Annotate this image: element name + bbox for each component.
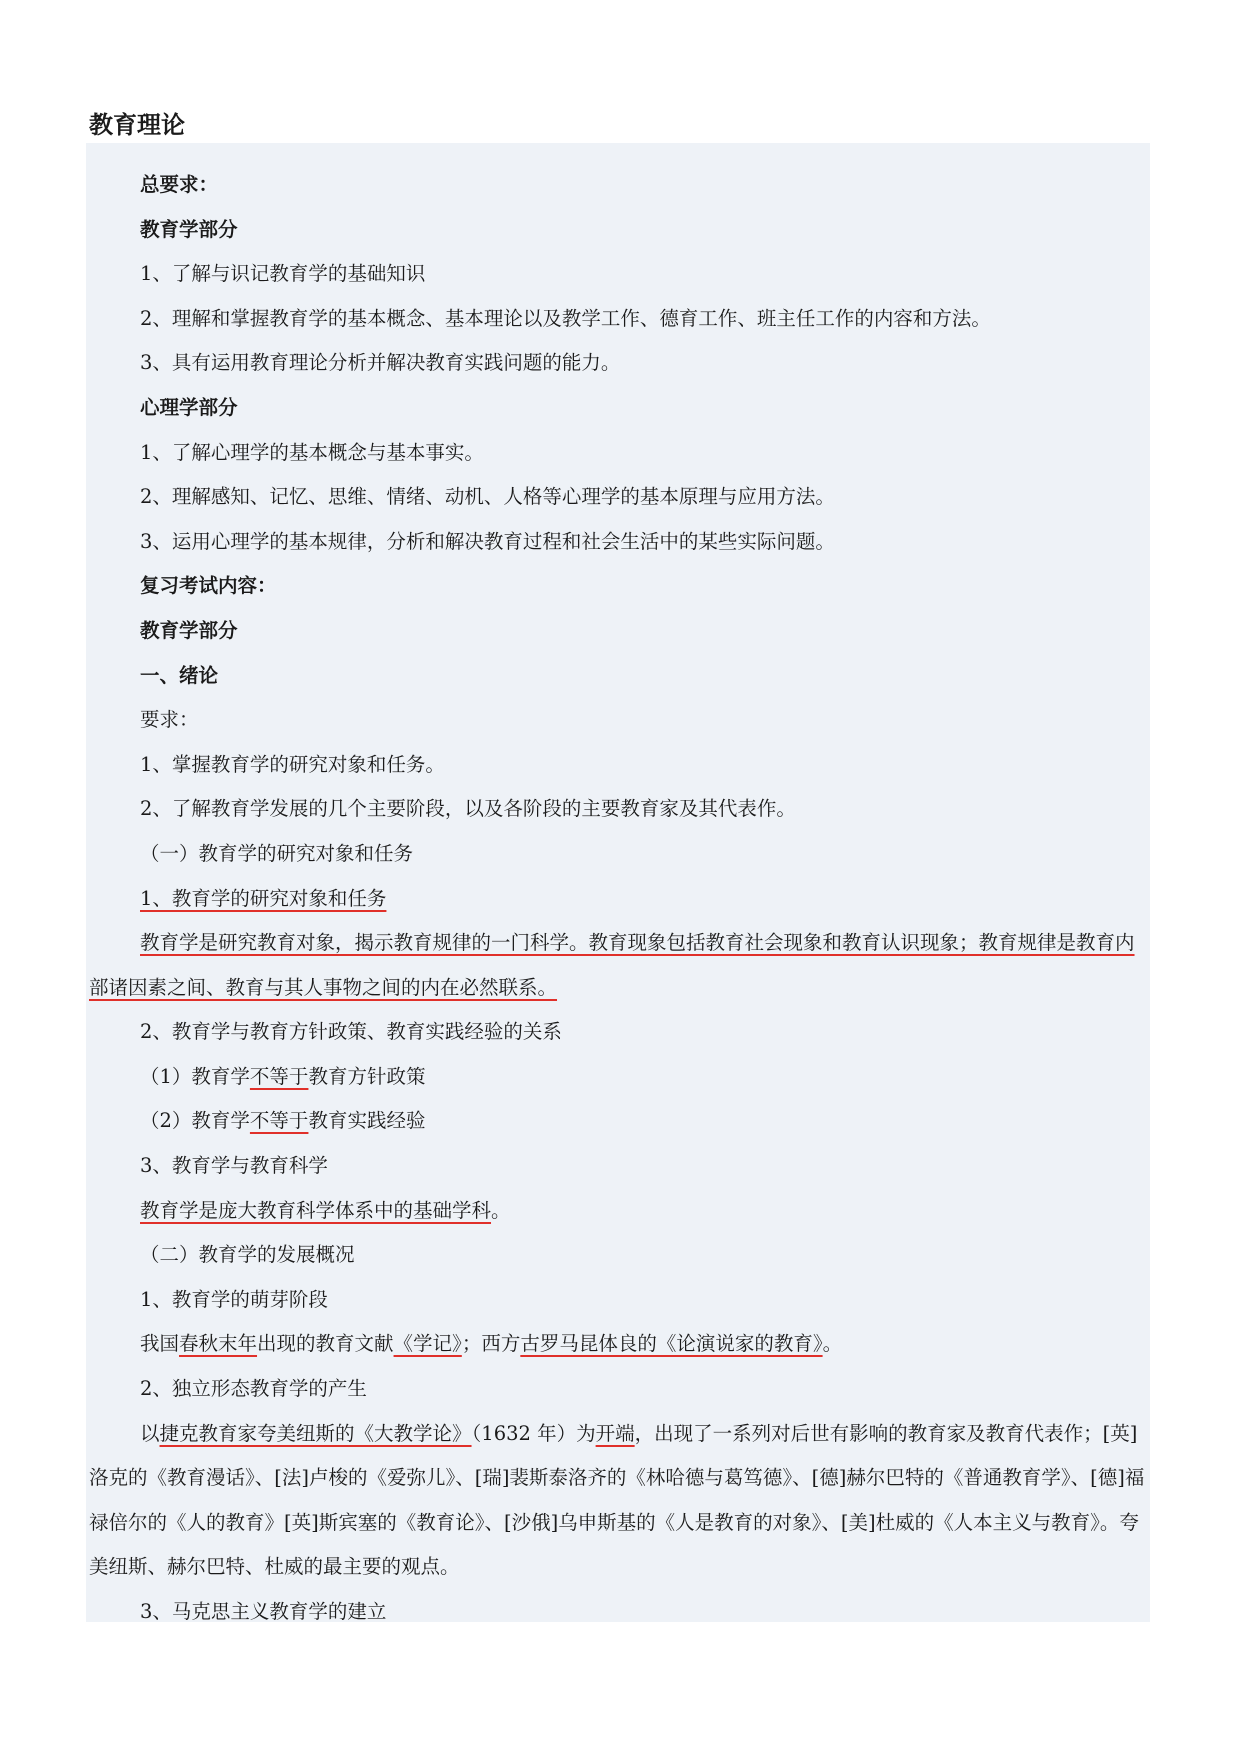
text-span: 我国: [140, 1332, 180, 1356]
chapter-heading: 一、绪论: [140, 663, 219, 687]
list-item: 1、了解与识记教育学的基础知识: [140, 262, 426, 286]
paragraph: [89, 1322, 1147, 1367]
text-span: 教育方针政策: [308, 1064, 426, 1088]
paragraph: [89, 921, 1147, 1010]
list-item: 1、掌握教育学的研究对象和任务。: [140, 752, 445, 776]
underlined-text: 捷克教育家夸美纽斯的《大教学论》: [159, 1421, 472, 1445]
underlined-text: 教育学是庞大教育科学体系中的基础学科: [140, 1198, 492, 1222]
text-span: （2）教育学: [140, 1109, 250, 1133]
requirements-label: 要求：: [140, 708, 199, 732]
section-heading: （二）教育学的发展概况: [140, 1243, 355, 1267]
paragraph: [89, 1189, 1147, 1234]
review-content-heading: 复习考试内容：: [140, 574, 277, 598]
document-title: 教育理论: [89, 111, 185, 139]
section-heading: （一）教育学的研究对象和任务: [140, 841, 414, 865]
underlined-text: 教育学是研究教育对象，揭示教育规律的一门科学。教育现象包括教育社会现象和教育认识现象；教育规律是教育内部诸因素之间、教育与其人事物之间的内在必然联系。: [89, 931, 1135, 999]
list-item: 2、理解感知、记忆、思维、情绪、动机、人格等心理学的基本原理与应用方法。: [140, 485, 835, 509]
subsection-title: 2、独立形态教育学的产生: [140, 1377, 367, 1401]
subsection-title: 2、教育学与教育方针政策、教育实践经验的关系: [140, 1020, 562, 1044]
list-item: 3、运用心理学的基本规律，分析和解决教育过程和社会生活中的某些实际问题。: [140, 529, 835, 553]
list-item: [89, 1055, 1147, 1100]
subsection-title: [89, 877, 1147, 922]
underlined-text: 开端: [595, 1421, 635, 1445]
text-span: ；西方: [461, 1332, 521, 1356]
review-pedagogy-heading: 教育学部分: [140, 618, 238, 642]
text-span: 。: [491, 1198, 511, 1222]
list-item: [89, 1099, 1147, 1144]
underlined-text: 不等于: [249, 1109, 309, 1133]
text-span: 教育实践经验: [308, 1109, 426, 1133]
text-span: 以: [140, 1421, 160, 1445]
underlined-text: 《学记》: [393, 1332, 462, 1356]
text-span: （1632 年）为: [471, 1421, 596, 1445]
underlined-text: 春秋末年: [179, 1332, 258, 1356]
text-span: 出现的教育文献: [257, 1332, 394, 1356]
underlined-text: 不等于: [249, 1064, 309, 1088]
subsection-title: 3、马克思主义教育学的建立: [140, 1600, 387, 1623]
subsection-title: 3、教育学与教育科学: [140, 1154, 328, 1178]
general-requirements-heading: 总要求：: [140, 173, 219, 196]
text-span: 。: [822, 1332, 843, 1356]
underlined-text: 古罗马昆体良的《论演说家的教育》: [520, 1332, 823, 1356]
list-item: 2、理解和掌握教育学的基本概念、基本理论以及教学工作、德育工作、班主任工作的内容和方法。: [140, 306, 991, 330]
list-item: 2、了解教育学发展的几个主要阶段，以及各阶段的主要教育家及其代表作。: [140, 797, 796, 821]
list-item: 1、了解心理学的基本概念与基本事实。: [140, 440, 484, 464]
content-body: [89, 163, 1147, 1635]
psychology-section-heading: 心理学部分: [140, 395, 238, 419]
pedagogy-section-heading: 教育学部分: [140, 217, 238, 241]
list-item: 3、具有运用教育理论分析并解决教育实践问题的能力。: [140, 351, 621, 375]
paragraph: [89, 1412, 1147, 1590]
text-span: （1）教育学: [140, 1064, 250, 1088]
text-span: ，出现了一系列对后世有影响的教育家及教育代表作；[英]洛克的《教育漫话》、[法]卢梭的《爱弥儿》、[瑞]裴斯泰洛齐的《林哈德与葛笃德》、[德]赫尔巴特的《普通教育学》、[德]福禄倍尔的《人的教育》[英]斯宾塞的《教育论》、[沙俄]乌申斯基的《人是教育的对象》、[美]杜威的《人本主义与教育》。夸美纽斯、赫尔巴特、杜威的最主要的观点。: [89, 1421, 1145, 1579]
underlined-text: 1、教育学的研究对象和任务: [140, 886, 387, 910]
subsection-title: 1、教育学的萌芽阶段: [140, 1287, 328, 1311]
